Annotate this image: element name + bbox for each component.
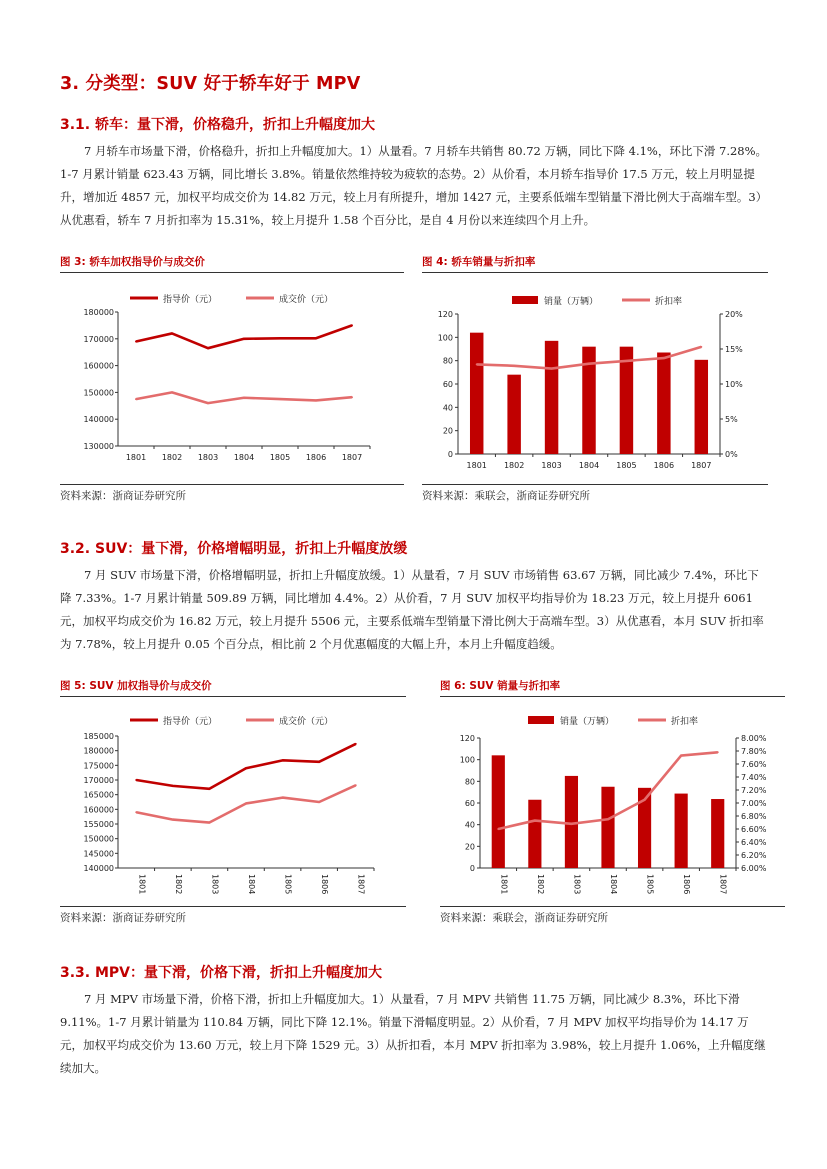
series-line-1 [136,744,355,789]
x-tick-label: 1803 [210,874,220,895]
data-point [245,767,247,769]
data-point [135,340,137,342]
fig5-source: 资料来源：浙商证券研究所 [60,912,186,924]
legend-label: 指导价（元） [163,295,218,305]
y-tick-label-right: 6.80% [741,812,767,821]
fig5-title: 图 5: SUV 加权指导价与成交价 [60,680,212,692]
y-tick-label: 170000 [83,776,114,785]
y-tick-label: 180000 [83,746,114,756]
y-tick-label-left: 80 [442,356,453,366]
x-tick-label: 1805 [283,874,293,895]
y-tick-label-right: 7.80% [741,747,767,756]
x-tick-label: 1804 [609,874,618,895]
y-tick-label: 165000 [83,790,114,800]
legend-label: 成交价（元） [279,295,334,305]
x-tick-label: 1805 [616,461,637,470]
y-tick-label-right: 20% [725,310,743,319]
fig4-source: 资料来源：乘联会，浙商证券研究所 [422,490,590,502]
data-point [282,759,284,761]
x-tick-label: 1802 [535,874,545,895]
x-tick-label: 1803 [572,874,582,895]
x-tick-label: 1801 [466,461,487,470]
y-tick-label-right: 5% [725,415,738,424]
data-point [680,755,682,757]
data-point [207,402,209,404]
y-tick-label-left: 40 [442,403,453,413]
y-tick-label-right: 6.40% [741,838,767,847]
x-tick-label: 1804 [247,874,256,895]
data-point [279,337,281,339]
y-tick-label-right: 6.00% [741,864,767,873]
fig3-chart [60,274,404,482]
y-tick-label-left: 0 [469,864,475,873]
paragraph-3-3: 7 月 MPV 市场量下滑，价格下滑，折扣上升幅度加大。1）从量看，7 月 MPV 共销售 11.75 万辆，同比减少 8.3%，环比下滑 9.11%。1-7 月累计销量为 110.84 万辆，同比下降 12.1%。销量下滑幅度明显。2）从价看，7 月 MPV 加权平均指导价为 14.17 万元，加权平均成交价为 13.60 万元，较上月下降 1529 元。3）从折扣看，本月 MPV 折扣率为 3.98%，较上月提升 1.06%，上升幅度继续加大。 [60,992,766,1075]
y-tick-label-right: 7.40% [741,773,767,782]
y-tick-label-left: 60 [464,799,475,808]
y-tick-label: 140000 [83,864,114,873]
data-point [135,811,137,813]
data-point [355,784,357,786]
y-tick-label: 150000 [83,388,114,398]
x-tick-label: 1802 [161,453,183,462]
data-point [513,365,515,367]
x-tick-label: 1803 [541,461,562,470]
data-point [318,801,320,803]
legend-label: 折扣率 [671,717,699,727]
data-point [172,819,174,821]
fig4-top-rule [422,272,768,273]
x-tick-label: 1805 [269,453,291,462]
fig5-bottom-rule [60,906,406,907]
legend-label: 折扣率 [655,297,683,307]
data-point [476,363,478,365]
fig6-bottom-rule [440,906,785,907]
data-point [355,743,357,745]
data-point [663,357,665,359]
data-point [208,788,210,790]
section-title: 3. 分类型：SUV 好于轿车好于 MPV [60,74,361,94]
bar [470,333,483,454]
data-point [551,368,553,370]
y-tick-label-right: 6.60% [741,825,767,834]
paragraph-3-1: 7 月轿车市场量下滑，价格稳升，折扣上升幅度加大。1）从量看。7 月轿车共销售 80.72 万辆，同比下降 4.1%，环比下滑 7.28%。1-7 月累计销量 623.43 万辆，同比增长 3.8%。销量依然维持较为疲软的态势。2）从价看，本月轿车指导价 17.5 万元，较上月明显提升，增加近 4857 元，加权平均成交价为 14.82 万元，较上月有所提升，增加 1427 元，主要系低端车型销量下滑比例大于高端车型。3）从优惠看，轿车 7 月折扣率为 15.31%，较上月提升 1.58 个百分比，是自 4 月份以来连续四个月上升。 [60,144,768,227]
bar [528,800,541,868]
y-tick-label-left: 20 [464,842,475,852]
x-tick-label: 1806 [682,874,692,895]
legend-swatch-bar [528,716,554,724]
y-tick-label-right: 8.00% [741,734,767,743]
y-tick-label: 180000 [83,308,114,317]
x-tick-label: 1805 [645,874,655,895]
data-point [243,397,245,399]
fig3-bottom-rule [60,484,404,485]
y-tick-label-left: 120 [437,310,453,319]
y-tick-label-right: 6.20% [741,851,767,860]
fig4-title: 图 4: 轿车销量与折扣率 [422,256,536,268]
series-line-1 [136,325,352,348]
data-point [282,797,284,799]
fig5-chart [60,698,406,904]
data-point [644,799,646,801]
y-tick-label: 140000 [83,415,114,425]
x-tick-label: 1802 [173,874,183,895]
data-point [207,347,209,349]
bar [507,375,520,454]
data-point [534,820,536,822]
y-tick-label-left: 100 [437,333,453,343]
fig5-top-rule [60,696,406,697]
x-tick-label: 1802 [503,461,525,470]
data-point [717,751,719,753]
bar [695,360,708,454]
data-point [243,338,245,340]
x-tick-label: 1804 [233,453,255,462]
fig4-bottom-rule [422,484,768,485]
y-tick-label: 160000 [83,805,114,815]
data-point [172,785,174,787]
x-tick-label: 1806 [320,874,330,895]
x-tick-label: 1801 [137,874,147,895]
y-tick-label: 130000 [83,442,114,451]
y-tick-label-right: 15% [725,345,743,354]
x-tick-label: 1807 [718,874,728,895]
data-point [570,823,572,825]
fig4-chart [422,274,768,482]
y-tick-label-right: 7.00% [741,799,767,808]
data-point [279,398,281,400]
fig6-title: 图 6: SUV 销量与折扣率 [440,680,561,692]
legend-label: 成交价（元） [279,717,334,727]
heading-3-1: 3.1. 轿车：量下滑，价格稳升，折扣上升幅度加大 [60,117,375,133]
fig6-top-rule [440,696,785,697]
fig3-source: 资料来源：浙商证券研究所 [60,490,186,502]
y-tick-label-left: 100 [459,755,475,765]
data-point [135,779,137,781]
fig6-chart [440,698,785,904]
y-tick-label-left: 0 [447,450,453,459]
y-tick-label-right: 7.20% [741,786,767,795]
y-tick-label-right: 10% [725,380,743,389]
data-point [208,822,210,824]
data-point [318,761,320,763]
fig6-source: 资料来源：乘联会，浙商证券研究所 [440,912,608,924]
data-point [135,398,137,400]
y-tick-label: 175000 [83,761,114,771]
data-point [245,802,247,804]
legend-label: 销量（万辆） [544,297,599,307]
x-tick-label: 1801 [499,874,509,895]
y-tick-label: 160000 [83,361,114,371]
y-tick-label: 170000 [83,334,114,344]
fig3-title: 图 3: 轿车加权指导价与成交价 [60,256,205,268]
y-tick-label: 155000 [83,820,114,829]
heading-3-3: 3.3. MPV：量下滑，价格下滑，折扣上升幅度加大 [60,965,383,981]
paragraph-3-2: 7 月 SUV 市场量下滑，价格增幅明显，折扣上升幅度放缓。1）从量看，7 月 SUV 市场销售 63.67 万辆，同比减少 7.4%，环比下降 7.33%。1-7 月累计销量 509.89 万辆，同比增加 4.4%。2）从价看，7 月 SUV 加权平均指导价为 18.23 万元，较上月提升 6061 元，加权平均成交价为 16.82 万元，较上月提升 5506 元，主要系低端车型销量下滑比例大于高端车型。3）从优惠看，本月 SUV 折扣率为 7.78%，较上月提升 0.05 个百分点，相比前 2 个月优惠幅度的大幅上升，本月上升幅度趋缓。 [60,568,764,651]
y-tick-label-left: 120 [459,734,475,743]
y-tick-label-left: 60 [442,380,453,389]
data-point [171,332,173,334]
y-tick-label-left: 80 [464,777,475,787]
x-tick-label: 1807 [341,453,363,462]
data-point [315,399,317,401]
legend-swatch-bar [512,296,538,304]
bar [711,799,724,868]
data-point [351,324,353,326]
y-tick-label: 150000 [83,834,114,844]
x-tick-label: 1807 [691,461,712,470]
bar [545,341,558,454]
x-tick-label: 1806 [653,461,675,470]
x-tick-label: 1801 [125,453,147,462]
heading-3-2: 3.2. SUV：量下滑，价格增幅明显，折扣上升幅度放缓 [60,541,408,557]
bar [601,787,614,868]
data-point [497,828,499,830]
bar [657,353,670,455]
y-tick-label: 145000 [83,849,114,859]
fig3-top-rule [60,272,404,273]
data-point [351,396,353,398]
data-point [625,360,627,362]
x-tick-label: 1806 [305,453,327,462]
x-tick-label: 1803 [197,453,219,462]
data-point [171,391,173,393]
data-point [700,346,702,348]
data-point [588,363,590,365]
bar [675,794,688,868]
legend-label: 销量（万辆） [560,717,615,727]
y-tick-label-right: 7.60% [741,760,767,769]
data-point [315,337,317,339]
y-tick-label: 185000 [83,732,114,741]
y-tick-label-left: 40 [464,820,475,830]
bar [492,755,505,868]
x-tick-label: 1804 [578,461,600,470]
y-tick-label-right: 0% [725,450,738,459]
y-tick-label-left: 20 [442,426,453,436]
bar [620,347,633,454]
data-point [607,818,609,820]
legend-label: 指导价（元） [163,717,218,727]
x-tick-label: 1807 [356,874,366,895]
